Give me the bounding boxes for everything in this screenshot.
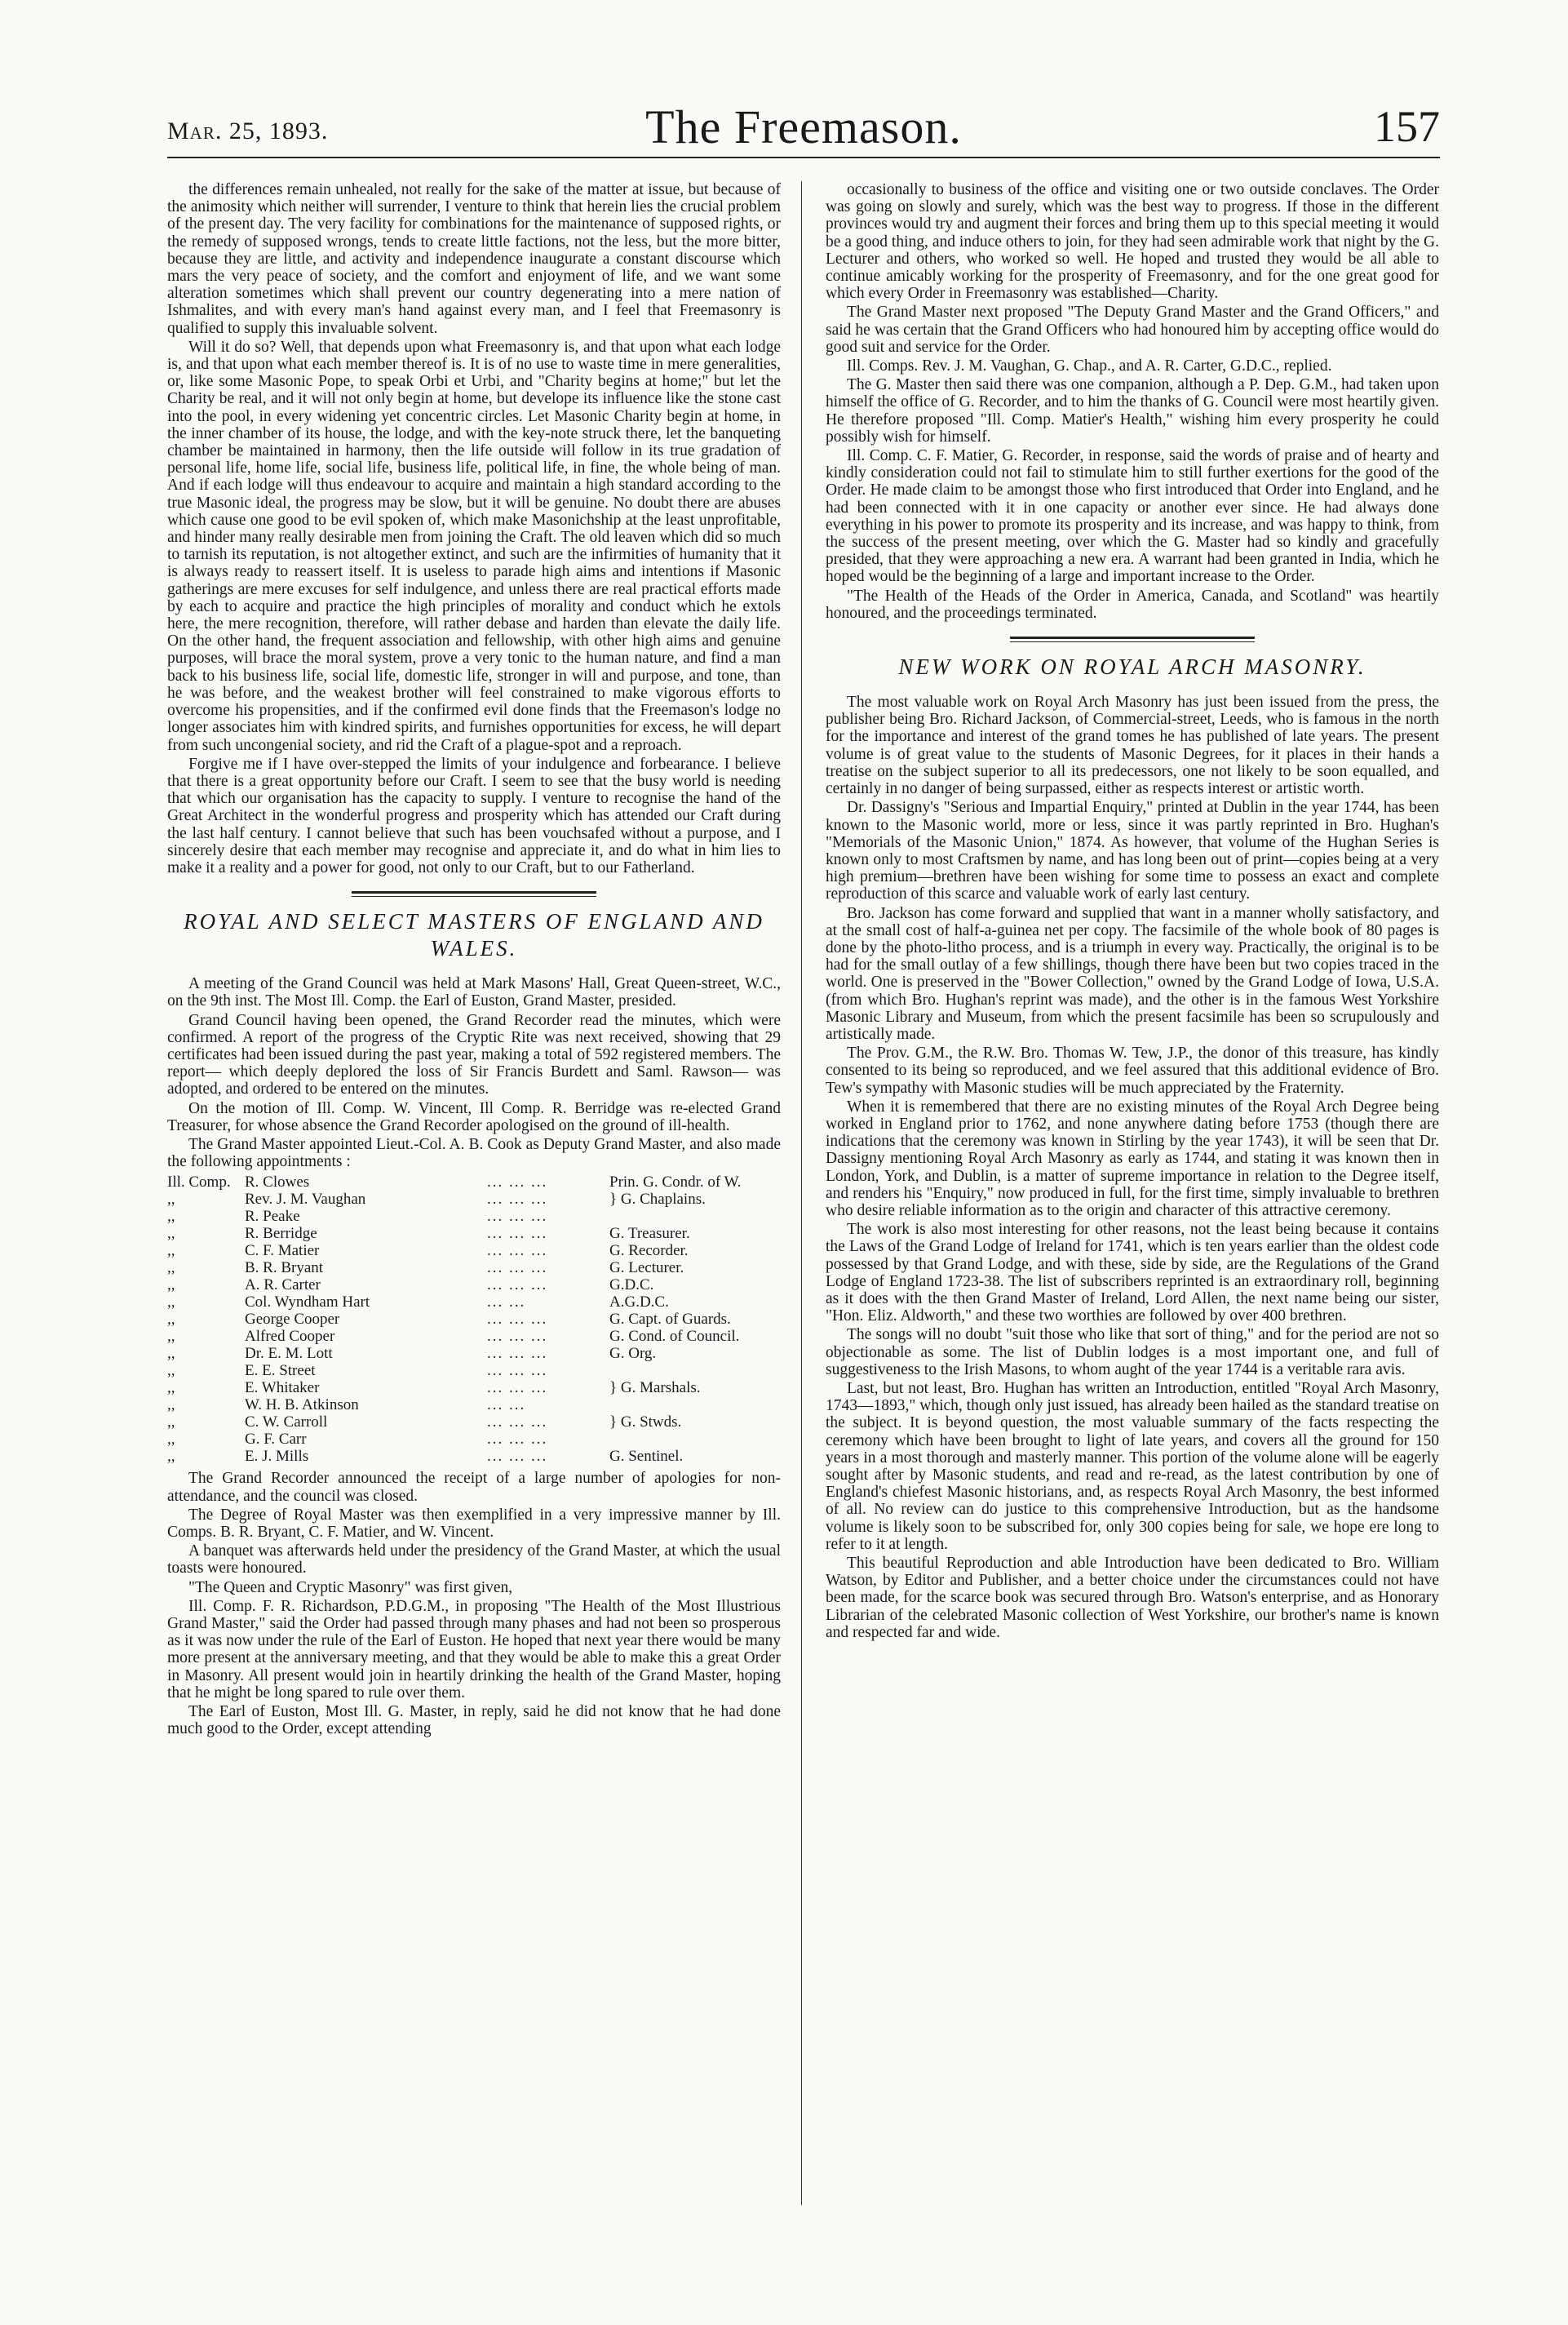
paragraph: Dr. Dassigny's "Serious and Impartial Enquiry," printed at Dublin in the year 1744, has been known to the Masonic world, more or less, since it was partly reprinted in Bro. Hughan's "Memorials of the Masonic Union," 1874. As however, that volume of the Hughan Series is known only to most Craftsmen by name, and has long been out of print—copies being at a very high premium—brethren have been wishing for some time to possess an exact and complete reproduction of this scarce and valuable work of early last century.	[826, 799, 1439, 903]
paragraph: The Prov. G.M., the R.W. Bro. Thomas W. Tew, J.P., the donor of this treasure, has kindly consented to its being so reproduced, and we feel assured that this additional evidence of Bro. Tew's sympathy with Masonic studies will be much appreciated by the Fraternity.	[826, 1045, 1439, 1097]
appointment-office	[609, 1431, 781, 1448]
appointment-row	[167, 1208, 781, 1225]
appointment-name: E. E. Street	[245, 1362, 316, 1380]
paragraph: "The Health of the Heads of the Order in America, Canada, and Scotland" was heartily honoured, and the proceedings terminated.	[826, 587, 1439, 622]
paragraph: "The Queen and Cryptic Masonry" was first given,	[188, 1578, 513, 1596]
appointment-row	[167, 1345, 781, 1362]
paragraph: The Grand Master next proposed "The Deputy Grand Master and the Grand Officers," and said he was certain that the Grand Officers who had honoured him by accepting office would do good suit and service for the Order.	[826, 304, 1439, 356]
appointment-prefix: Ill. Comp.	[167, 1174, 231, 1191]
paragraph: The Grand Recorder announced the receipt of a large number of apologies for non-attendance, and the council was closed.	[167, 1470, 781, 1505]
appointment-row	[167, 1276, 781, 1293]
appointment-prefix: ,,	[167, 1345, 175, 1363]
appointment-name: R. Berridge	[245, 1225, 317, 1243]
appointment-office: G. Org.	[609, 1345, 657, 1363]
appointment-prefix: ,,	[167, 1379, 175, 1397]
appointment-dots: ... ... ...	[487, 1208, 548, 1226]
paragraph: The Earl of Euston, Most Ill. G. Master, in reply, said he did not know that he had done much good to the Order, except attending	[167, 1703, 781, 1738]
paragraph: Ill. Comp. C. F. Matier, G. Recorder, in response, said the words of praise and of hearty and kindly consideration could not fail to stimulate him to still further exertions for the good of the Order. He made claim to be amongst those who first introduced that Order into England, and he had been connected with it in one capacity or another ever since. He had always done everything in his power to promote its prosperity and its increase, and was happy to think, from the success of the present meeting, over which the G. Master had so kindly and gracefully presided, that they were approaching a new era. A warrant had been granted in India, which he hoped would be the beginning of a large and important increase to the Order.	[826, 447, 1439, 586]
paragraph: The Grand Master appointed Lieut.-Col. A. B. Cook as Deputy Grand Master, and also made the following appointments :	[167, 1135, 781, 1171]
appointment-row	[167, 1242, 781, 1259]
appointment-row	[167, 1293, 781, 1311]
paragraph: The Degree of Royal Master was then exemplified in a very impressive manner by Ill. Comps. B. R. Bryant, C. F. Matier, and W. Vincent.	[167, 1506, 781, 1541]
appointment-dots: ... ... ...	[487, 1242, 548, 1260]
appointment-office: G. Cond. of Council.	[609, 1328, 740, 1346]
appointment-prefix: ,,	[167, 1396, 175, 1414]
page-number: 157	[1374, 102, 1440, 151]
appointment-prefix: ,,	[167, 1259, 175, 1277]
appointment-dots: ... ... ...	[487, 1431, 548, 1449]
appointment-name: E. J. Mills	[245, 1448, 309, 1466]
appointment-prefix: ,,	[167, 1242, 175, 1260]
appointment-row	[167, 1448, 781, 1465]
appointment-row	[167, 1311, 781, 1328]
right-column	[826, 181, 1439, 1643]
appointment-row	[167, 1362, 781, 1379]
appointment-dots: ... ... ...	[487, 1174, 548, 1191]
paragraph: The G. Master then said there was one companion, although a P. Dep. G.M., had taken upon himself the office of G. Recorder, and to him the thanks of G. Council were most heartily given. He therefore proposed "Ill. Comp. Matier's Health," wishing him every prosperity he could possibly wish for himself.	[826, 376, 1439, 446]
appointment-row	[167, 1379, 781, 1396]
appointment-dots: ... ... ...	[487, 1191, 548, 1209]
appointment-dots: ... ... ...	[487, 1448, 548, 1466]
appointment-office	[609, 1396, 781, 1413]
appointment-office: G. Lecturer.	[609, 1259, 684, 1277]
appointment-prefix: ,,	[167, 1448, 175, 1466]
column-divider	[801, 181, 802, 2205]
appointment-dots: ... ... ...	[487, 1328, 548, 1346]
appointment-office: G.D.C.	[609, 1276, 654, 1294]
section-title-new-work-royal-arch: NEW WORK ON ROYAL ARCH MASONRY.	[898, 654, 1366, 680]
paragraph: occasionally to business of the office and visiting one or two outside conclaves. The Order was going on slowly and surely, which was the best way to progress. If those in the different provinces would try and augment their forces and bring them up to this special meeting it would be a good thing, and induce others to join, for they had seen admirable work that night by the G. Lecturer and others, who worked so well. He hoped and trusted they would be all able to continue amicably working for the prosperity of Freemasonry, and for the one great good for which every Order in Freemasonry was established—Charity.	[826, 181, 1439, 303]
appointment-office	[609, 1208, 781, 1225]
appointment-office: A.G.D.C.	[609, 1293, 669, 1311]
section-title-royal-select-masters: ROYAL AND SELECT MASTERS OF ENGLAND AND WALES.	[184, 909, 764, 961]
article-new-work-royal-arch	[826, 694, 1439, 1641]
paragraph: Will it do so? Well, that depends upon what Freemasonry is, and that upon what each lodge is, and that upon what each member thereof is. It is of no use to waste time in mere generalities, or, like some Masonic Pope, to speak Orbi et Urbi, and "Charity begins at home;" but let the Charity be real, and it will not only begin at home, but develope its influence like the stone cast into the pool, in every widening yet concentric circles. Let Masonic Charity begin at home, in the inner chamber of its house, the lodge, and with the key-note struck there, let the banqueting chamber be maintained in harmony, then the life outside will follow in its true gradation of personal life, home life, social life, business life, political life, in fine, the whole being of man. And if each lodge will thus endeavour to acquire and maintain a high standard according to the true Masonic ideal, the progress may be slow, but it will be genuine. No doubt there are abuses which cause one good to be evil spoken of, which make Masonichship at the least unprofitable, and hinder many really desirable men from joining the Craft. The old leaven which did so much to tarnish its reputation, is not altogether extinct, and such are the infirmities of humanity that it is always ready to reassert itself. It is useless to parade high aims and intentions if Masonic gatherings are mere excuses for self indulgence, and unless there are real practical efforts made by each to acquire and practice the high principles of morality and conduct which he extols here, the mere recognition, therefore, will rather debase and harden than elevate the daily life. On the other hand, the frequent association and fellowship, with other high aims and genuine purposes, will brace the moral system, prove a very tonic to the human nature, and find a man back to his business life, social life, domestic life, stronger in will and purpose, and tone, than he was before, and the weakest brother will feel constrained to make vigorous efforts to overcome his propensities, and if the confirmed evil done finds that the Freemason's lodge no longer associates him with kindred spirits, and furnishes opportunities for excess, he will depart from such uncongenial society, and rid the Craft of a plague-spot and a reproach.	[167, 338, 781, 754]
paragraph: Last, but not least, Bro. Hughan has written an Introduction, entitled "Royal Arch Masonry, 1743—1893," which, though only just issued, has already been hailed as the standard treatise on the subject. It is beyond question, the most valuable summary of the facts respecting the ceremony which have been brought to light of late years, and covers all the ground for 150 years in a most thorough and masterly manner. This portion of the volume alone will be eagerly sought after by Masonic students, and read and re-read, as the latest contribution by one of England's chiefest Masonic historians, and, as respects Royal Arch Masonry, the best informed of all. No review can do justice to this comprehensive Introduction, but as the handsome volume is likely soon to be subscribed for, only 300 copies being for sale, we hope ere long to refer to it at length.	[826, 1380, 1439, 1553]
appointment-prefix: ,,	[167, 1293, 175, 1311]
paragraph: Bro. Jackson has come forward and supplied that want in a manner wholly satisfactory, and at the small cost of half-a-guinea net per copy. The facsimile of the whole book of 80 pages is done by the photo-litho process, and is a triumph in every way. Practically, the original is to be had for the small outlay of a few shillings, though there have been but two copies traced in the world. One is preserved in the "Bower Collection," owned by the Grand Lodge of Iowa, U.S.A. (from which Bro. Hughan's reprint was made), and the other is in the famous West Yorkshire Masonic Library and Museum, from which the present facsimile has been so scrupulously and artistically made.	[826, 904, 1439, 1043]
appointment-dots: ... ... ...	[487, 1362, 548, 1380]
appointment-name: R. Peake	[245, 1208, 300, 1226]
paragraph: A meeting of the Grand Council was held at Mark Masons' Hall, Great Queen-street, W.C., on the 9th inst. The Most Ill. Comp. the Earl of Euston, Grand Master, presided.	[167, 975, 781, 1010]
appointment-name: Rev. J. M. Vaughan	[245, 1191, 366, 1209]
appointment-prefix: ,,	[167, 1311, 175, 1329]
appointment-office: G. Capt. of Guards.	[609, 1311, 731, 1329]
appointment-office: G. Treasurer.	[609, 1225, 690, 1243]
appointment-prefix: ,,	[167, 1431, 175, 1449]
appointment-row	[167, 1225, 781, 1242]
paragraph: Forgive me if I have over-stepped the limits of your indulgence and forbearance. I believe that there is a great opportunity before our Craft. I seem to see that the busy world is needing that which our organisation has the capacity to supply. I venture to recognise the hand of the Great Architect in the wonderful progress and prosperity which has attended our Craft during the last half century. I cannot believe that such has been vouchsafed without a purpose, and I sincerely desire that each member may recognise and appreciate it, and do what in him lies to make it a reality and a power for good, not only to our Craft, but to our Fatherland.	[167, 755, 781, 876]
appointment-office: G. Sentinel.	[609, 1448, 684, 1466]
appointment-name: R. Clowes	[245, 1174, 310, 1191]
essay-continued	[167, 181, 781, 876]
appointment-office: } G. Marshals.	[609, 1379, 701, 1397]
appointment-name: Col. Wyndham Hart	[245, 1293, 370, 1311]
masthead-title: The Freemason.	[645, 100, 962, 153]
paragraph: The most valuable work on Royal Arch Masonry has just been issued from the press, the publisher being Bro. Richard Jackson, of Commercial-street, Leeds, who is famous in the north for the importance and interest of the grand tomes he has published of late years. The present volume is of great value to the students of Masonic Degrees, for it places in their hands a treatise on the subject superior to all its predecessors, one not likely to be soon equalled, and certainly in no danger of being surpassed, either as respects interest or artistic worth.	[826, 694, 1439, 798]
paragraph: Ill. Comps. Rev. J. M. Vaughan, G. Chap., and A. R. Carter, G.D.C., replied.	[847, 357, 1332, 375]
appointment-prefix: ,,	[167, 1328, 175, 1346]
appointment-office	[609, 1362, 781, 1379]
appointment-dots: ... ... ...	[487, 1379, 548, 1397]
paragraph: The songs will no doubt "suit those who like that sort of thing," and for the period are not so objectionable as some. The list of Dublin lodges is a most important one, and full of suggestiveness to the Irish Masons, to whom aught of the year 1744 is a veritable rara avis.	[826, 1326, 1439, 1378]
issue-date: Mar. 25, 1893.	[167, 118, 329, 144]
appointment-prefix: ,,	[167, 1362, 175, 1380]
header-rule	[167, 157, 1440, 158]
appointment-dots: ... ... ...	[487, 1276, 548, 1294]
appointment-dots: ... ...	[487, 1293, 526, 1311]
appointment-dots: ... ... ...	[487, 1413, 548, 1431]
appointment-dots: ... ... ...	[487, 1259, 548, 1277]
appointment-office: G. Recorder.	[609, 1242, 689, 1260]
appointment-row	[167, 1174, 781, 1191]
appointment-office: } G. Chaplains.	[609, 1191, 706, 1209]
appointment-name: C. F. Matier	[245, 1242, 320, 1260]
appointment-row	[167, 1259, 781, 1276]
appointment-name: C. W. Carroll	[245, 1413, 328, 1431]
appointment-office: Prin. G. Condr. of W.	[609, 1174, 742, 1191]
paragraph: Ill. Comp. F. R. Richardson, P.D.G.M., in proposing "The Health of the Most Illustrious Grand Master," said the Order had passed through many phases and had not been so prosperous as it was now under the rule of the Earl of Euston. He hoped that next year there would be many more present at the anniversary meeting, and that they would be able to make this a great Order in Masonry. All present would join in heartily drinking the health of the Grand Master, hoping that he might be long spared to rule over them.	[167, 1597, 781, 1702]
paragraph: The work is also most interesting for other reasons, not the least being because it contains the Laws of the Grand Lodge of Ireland for 1741, which is ten years earlier than the oldest code possessed by that Grand Lodge, and with these, side by side, are the Regulations of the Grand Lodge of England 1723-38. The list of subscribers reprinted is an extraordinary roll, beginning as it does with the then Grand Master of Ireland, Lord Allen, the next name being our sister, "Hon. Eliz. Aldworth," and these two worthies are followed by over 400 brethren.	[826, 1221, 1439, 1325]
appointment-prefix: ,,	[167, 1276, 175, 1294]
appointment-name: A. R. Carter	[245, 1276, 321, 1294]
appointment-prefix: ,,	[167, 1208, 175, 1226]
paragraph: Grand Council having been opened, the Grand Recorder read the minutes, which were confirmed. A report of the progress of the Cryptic Rite was next received, showing that 29 certificates had been issued during the past year, making a total of 592 registered members. The report— which deeply deplored the loss of Sir Francis Burdett and Saml. Rawson— was adopted, and ordered to be entered on the minutes.	[167, 1011, 781, 1098]
appointment-name: B. R. Bryant	[245, 1259, 324, 1277]
paragraph: the differences remain unhealed, not really for the sake of the matter at issue, but because of the animosity which neither will surrender, I venture to think that herein lies the crucial problem of the present day. The very facility for combinations for the maintenance of supposed rights, or the remedy of supposed wrongs, tends to create little factions, not the less, but the more bitter, because they are little, and activity and independence inaugurate a constant discourse which mars the very peace of society, and the comfort and enjoyment of life, and we want some alteration sometimes which shall prevent our country degenerating into a mere nation of Ishmalites, and with every man's hand against every man, and I feel that Freemasonry is qualified to supply this invaluable solvent.	[167, 181, 781, 337]
appointment-dots: ... ... ...	[487, 1311, 548, 1329]
appointment-prefix: ,,	[167, 1413, 175, 1431]
appointment-dots: ... ... ...	[487, 1345, 548, 1363]
appointment-name: G. F. Carr	[245, 1431, 307, 1449]
paragraph: This beautiful Reproduction and able Introduction have been dedicated to Bro. William Watson, by Editor and Publisher, and a better choice under the circumstances could not have been made, for the scarce book was secured through Bro. Watson's enterprise, and as Honorary Librarian of the celebrated Masonic collection of West Yorkshire, our brother's name is known and respected far and wide.	[826, 1555, 1439, 1641]
paragraph: When it is remembered that there are no existing minutes of the Royal Arch Degree being worked in England prior to 1762, and none anywhere dating before 1753 (though there are indications that the ceremony was known in Stirling by the year 1743), it will be seen that Dr. Dassigny mentioning Royal Arch Masonry as early as 1744, and stating it was known then in London, York, and Dublin, is a matter of supreme importance in relation to the Degree itself, and renders his "Enquiry," now produced in full, for the first time, simply invaluable to brethren who desire reliable information as to the origin and character of this attractive ceremony.	[826, 1098, 1439, 1219]
appointments-table	[167, 1174, 781, 1465]
appointment-row	[167, 1396, 781, 1413]
appointment-row	[167, 1431, 781, 1448]
page-header	[167, 90, 1440, 153]
article-royal-select-masters	[167, 975, 781, 1737]
appointment-name: Alfred Cooper	[245, 1328, 335, 1346]
appointment-dots: ... ... ...	[487, 1225, 548, 1243]
appointment-dots: ... ...	[487, 1396, 526, 1414]
appointment-row	[167, 1413, 781, 1431]
appointment-office: } G. Stwds.	[609, 1413, 682, 1431]
paragraph: A banquet was afterwards held under the presidency of the Grand Master, at which the usual toasts were honoured.	[167, 1542, 781, 1577]
appointment-row	[167, 1328, 781, 1345]
left-column	[167, 181, 781, 1739]
appointment-name: E. Whitaker	[245, 1379, 320, 1397]
article-royal-select-masters-continued	[826, 181, 1439, 622]
appointment-name: Dr. E. M. Lott	[245, 1345, 333, 1363]
paragraph: On the motion of Ill. Comp. W. Vincent, Ill Comp. R. Berridge was re-elected Grand Treasurer, for whose absence the Grand Recorder apologised on the ground of ill-health.	[167, 1099, 781, 1134]
appointment-name: George Cooper	[245, 1311, 340, 1329]
section-separator	[1010, 637, 1255, 642]
appointment-row	[167, 1191, 781, 1208]
section-separator	[352, 891, 596, 897]
appointment-prefix: ,,	[167, 1191, 175, 1209]
appointment-name: W. H. B. Atkinson	[245, 1396, 359, 1414]
appointment-prefix: ,,	[167, 1225, 175, 1243]
